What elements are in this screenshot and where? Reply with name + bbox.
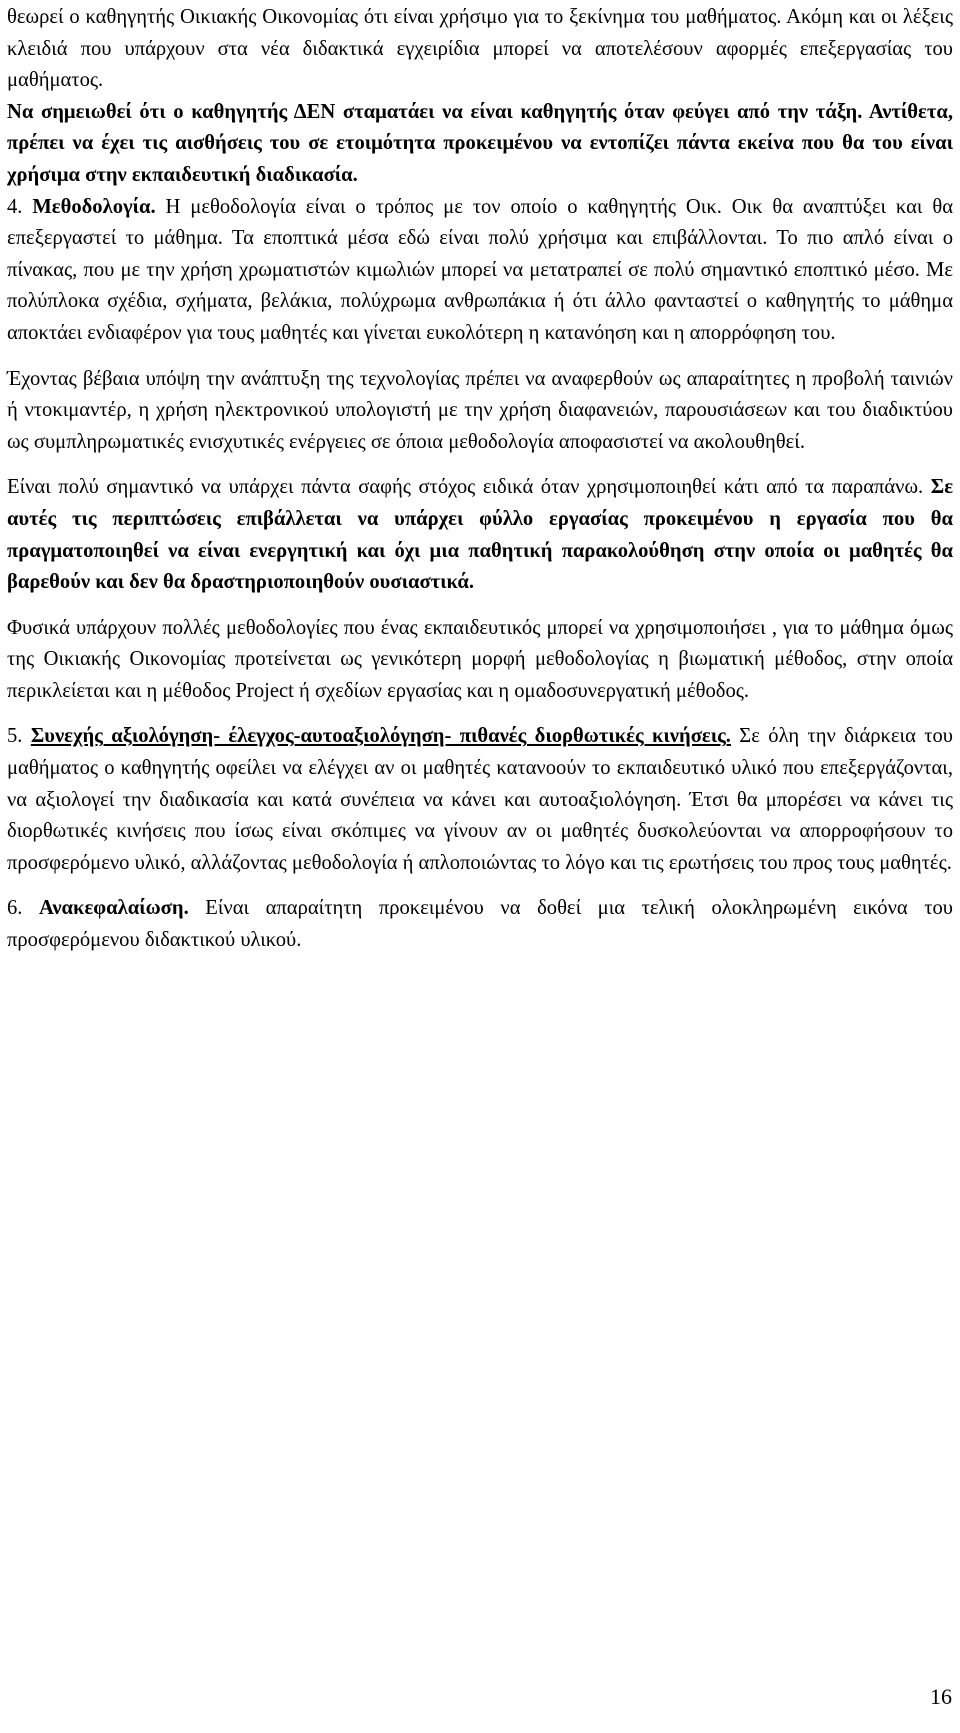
body-text (7, 2, 953, 957)
section-number: 5. (7, 725, 23, 748)
paragraph-goal (7, 472, 953, 598)
section-5-assessment (7, 721, 953, 879)
bold-note: Να σημειωθεί ότι ο καθηγητής ΔΕΝ σταματάει να είναι καθηγητής όταν φεύγει από την τάξη. Αντίθετα, πρέπει να έχει τις αισθήσεις του σε ετοιμότητα προκειμένου να εντοπίζει πάντα εκείνα που θα του είναι χρήσιμα στην εκπαιδευτική διαδικασία. (7, 100, 953, 186)
section-6-recap (7, 893, 953, 956)
paragraph-teacher-note (7, 97, 953, 192)
section-body: Είναι απαραίτητη προκειμένου να δοθεί μια τελική ολοκληρωμένη εικόνα του προσφερόμενου διδακτικού υλικού. (7, 897, 953, 952)
goal-text: Είναι πολύ σημαντικό να υπάρχει πάντα σαφής στόχος ειδικά όταν χρησιμοποιηθεί κάτι από τα παραπάνω. (7, 476, 924, 499)
worksheet-emphasis: Σε αυτές τις περιπτώσεις επιβάλλεται να υπάρχει φύλλο εργασίας προκειμένου η εργασία που θα πραγματοποιηθεί να είναι ενεργητική και όχι μια παθητική παρακολούθηση στην οποία οι μαθητές θα βαρεθούν και δεν θα δραστηριοποιηθούν ουσιαστικά. (7, 476, 953, 594)
section-heading: Συνεχής αξιολόγηση- έλεγχος-αυτοαξιολόγηση- πιθανές διορθωτικές κινήσεις. (30, 725, 731, 748)
section-body: Η μεθοδολογία είναι ο τρόπος με τον οποίο ο καθηγητής Οικ. Οικ θα αναπτύξει και θα επεξεργαστεί το μάθημα. Τα εποπτικά μέσα εδώ είναι πολύ χρήσιμα και επιβάλλονται. Το πιο απλό είναι ο πίνακας, που με την χρήση χρωματιστών κιμωλιών μπορεί να μετατραπεί σε πολύ σημαντικό εποπτικό μέσο. Με πολύπλοκα σχέδια, σχήματα, βελάκια, πολύχρωμα ανθρωπάκια ή ότι άλλο φανταστεί ο καθηγητής το μάθημα αποκτάει ενδιαφέρον για τους μαθητές και γίνεται ευκολότερη η κατανόηση και η απορρόφηση του. (7, 195, 953, 344)
section-body: Σε όλη την διάρκεια του μαθήματος ο καθηγητής οφείλει να ελέγχει αν οι μαθητές κατανοούν το εκπαιδευτικό υλικό που επεξεργάζονται, να αξιολογεί την διαδικασία και κατά συνέπεια να κάνει και αυτοαξιολόγηση. Έτσι θα μπορέσει να κάνει τις διορθωτικές κινήσεις που ίσως είναι σκόπιμες να γίνουν αν οι μαθητές δυσκολεύονται να απορροφήσουν το προσφερόμενο υλικό, αλλάζοντας μεθοδολογία ή απλοποιώντας το λόγο και τις ερωτήσεις του προς τους μαθητές. (7, 725, 953, 874)
section-heading: Μεθοδολογία. (32, 195, 156, 218)
paragraph-keywords: θεωρεί ο καθηγητής Οικιακής Οικονομίας ότι είναι χρήσιμο για το ξεκίνημα του μαθήματος. Ακόμη και οι λέξεις κλειδιά που υπάρχουν στα νέα διδακτικά εγχειρίδια μπορεί να αποτελέσουν αφορμές επεξεργασίας του μαθήματος. (7, 6, 953, 92)
paragraph-technology: Έχοντας βέβαια υπόψη την ανάπτυξη της τεχνολογίας πρέπει να αναφερθούν ως απαραίτητες η προβολή ταινιών ή ντοκιμαντέρ, η χρήση ηλεκτρονικού υπολογιστή με την χρήση διαφανειών, παρουσιάσεων και του διαδικτύου ως συμπληρωματικές ενισχυτικές ενέργειες σε όποια μεθοδολογία αποφασιστεί να ακολουθηθεί. (7, 367, 953, 453)
section-4-methodology (7, 192, 953, 350)
paragraph-methods: Φυσικά υπάρχουν πολλές μεθοδολογίες που ένας εκπαιδευτικός μπορεί να χρησιμοποιήσει , για το μάθημα όμως της Οικιακής Οικονομίας προτείνεται ως γενικότερη μορφή μεθοδολογίας η βιωματική μέθοδος, στην οποία περικλείεται και η μέθοδος Project ή σχεδίων εργασίας και η ομαδοσυνεργατική μέθοδος. (7, 616, 953, 702)
page-number: 16 (930, 1684, 952, 1709)
section-number: 6. (7, 897, 23, 920)
section-heading: Ανακεφαλαίωση. (39, 897, 189, 920)
section-number: 4. (7, 195, 23, 218)
